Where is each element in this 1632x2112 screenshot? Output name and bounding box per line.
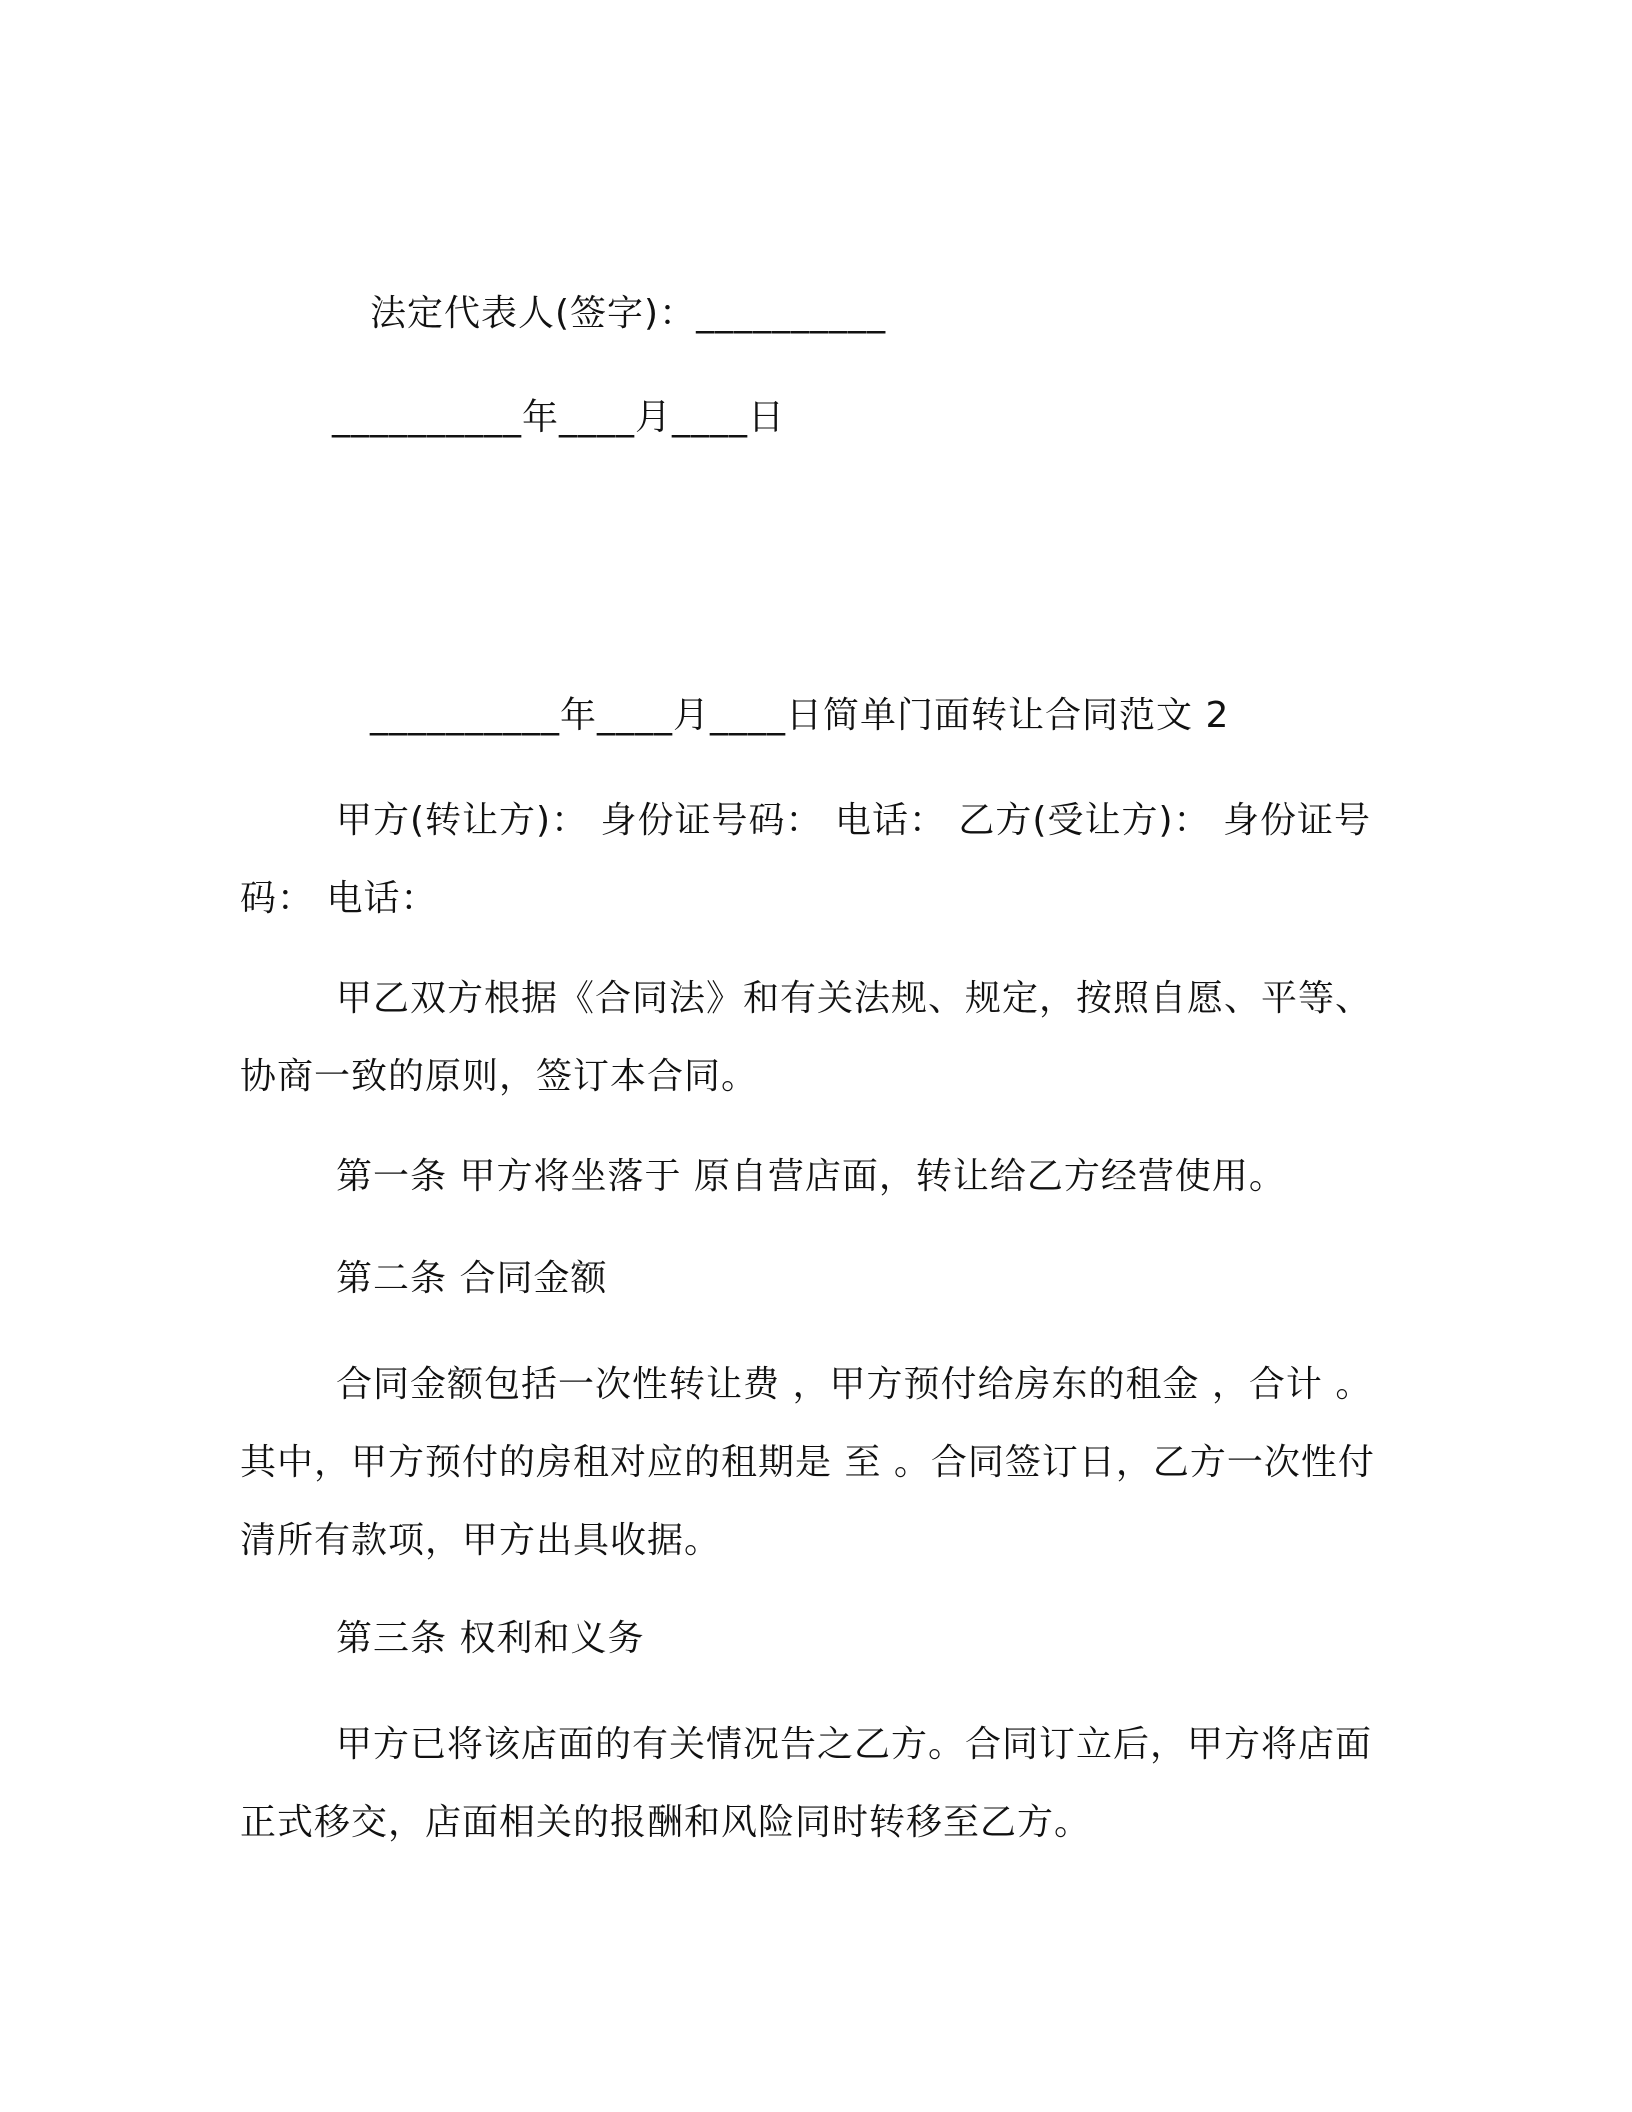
article-2-body: 合同金额包括一次性转让费 ，甲方预付给房东的租金 ，合计 。其中，甲方预付的房租对应的租期是 至 。合同签订日，乙方一次性付清所有款项，甲方出具收据。: [240, 1364, 1375, 1561]
article-3-body: 甲方已将该店面的有关情况告之乙方。合同订立后，甲方将店面正式移交，店面相关的报酬和风险同时转移至乙方。: [240, 1724, 1373, 1843]
preamble-paragraph: 甲乙双方根据《合同法》和有关法规、规定，按照自愿、平等、协商一致的原则，签订本合同。: [240, 978, 1373, 1097]
article-2-heading: 第二条 合同金额: [336, 1258, 608, 1299]
article-1-paragraph: 第一条 甲方将坐落于 原自营店面，转让给乙方经营使用。: [336, 1156, 1286, 1197]
contract-title: __________年____月____日简单门面转让合同范文 2: [370, 695, 1230, 736]
signature-date-line: __________年____月____日: [332, 397, 785, 438]
article-3-heading: 第三条 权利和义务: [336, 1618, 645, 1659]
legal-representative-signature-line: 法定代表人(签字)：__________: [370, 293, 887, 334]
parties-paragraph: 甲方(转让方)： 身份证号码： 电话： 乙方(受让方)： 身份证号码： 电话：: [240, 800, 1371, 919]
